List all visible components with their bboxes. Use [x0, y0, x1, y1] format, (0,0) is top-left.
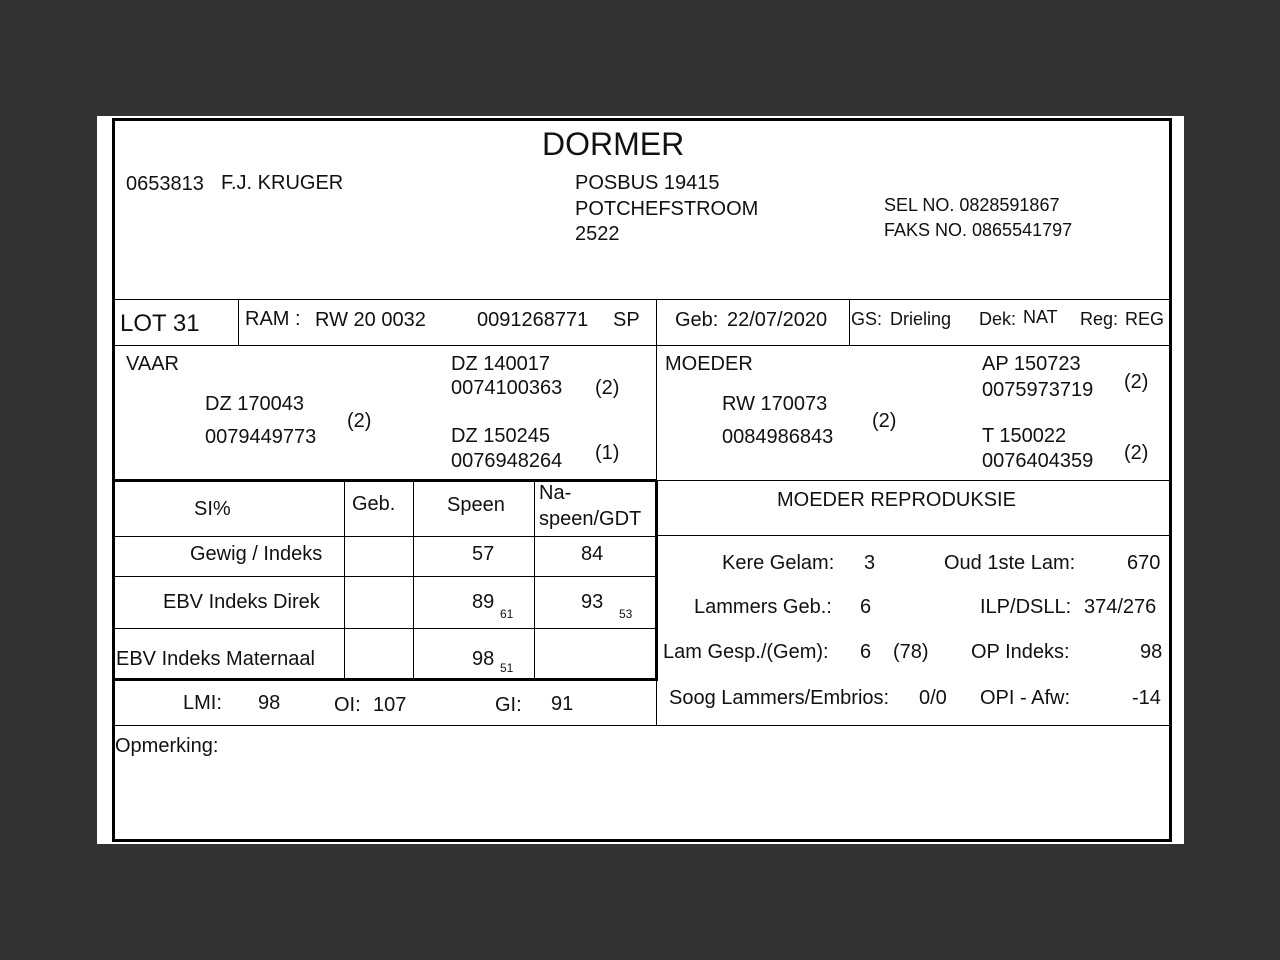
speen-header: Speen [447, 494, 505, 516]
kere-gelam-value: 3 [864, 552, 876, 574]
soog-lammers-value: 0/0 [919, 687, 947, 709]
maternaal-speen-value: 98 [472, 648, 495, 670]
sel-no: SEL NO. 0828591867 [884, 195, 1060, 215]
direk-naspeen-accuracy: 53 [619, 607, 633, 621]
op-indeks-label: OP Indeks: [971, 641, 1070, 663]
gi-label: GI: [495, 694, 522, 716]
gi-value: 91 [551, 693, 574, 715]
moeder-dam-grade: (2) [1124, 442, 1149, 464]
gewig-naspeen-value: 84 [581, 543, 604, 565]
ram-id: RW 20 0032 [315, 309, 426, 331]
vaar-grade: (2) [347, 410, 372, 432]
lot-number: LOT 31 [120, 310, 200, 337]
moeder-sire-grade: (2) [1124, 371, 1149, 393]
lammers-geb-value: 6 [860, 596, 872, 618]
vaar-dam-number: 0076948264 [451, 450, 563, 472]
moeder-sire-id: AP 150723 [982, 353, 1081, 375]
gewig-speen-value: 57 [472, 543, 495, 565]
ram-label: RAM : [245, 308, 301, 330]
moeder-sire-number: 0075973719 [982, 379, 1094, 401]
birth-date: 22/07/2020 [727, 309, 828, 331]
reg-label: Reg: [1080, 309, 1119, 329]
lmi-value: 98 [258, 692, 281, 714]
ram-reg-number: 0091268771 [477, 309, 589, 331]
gs-label: GS: [851, 309, 883, 329]
soog-lammers-label: Soog Lammers/Embrios: [669, 687, 890, 709]
address-line-3: 2522 [575, 223, 620, 245]
birth-label: Geb: [675, 309, 719, 331]
lmi-label: LMI: [183, 692, 222, 714]
oi-label: OI: [334, 694, 361, 716]
moeder-grade: (2) [872, 410, 897, 432]
reg-value: REG [1125, 309, 1165, 329]
vaar-dam-grade: (1) [595, 442, 620, 464]
vaar-sire-number: 0074100363 [451, 377, 563, 399]
row-label-ebv-direk: EBV Indeks Direk [163, 591, 320, 613]
address-line-2: POTCHEFSTROOM [575, 198, 759, 220]
geb-header: Geb. [352, 493, 396, 515]
reproduction-title: MOEDER REPRODUKSIE [777, 489, 1016, 511]
opi-afw-value: -14 [1132, 687, 1161, 709]
dek-label: Dek: [979, 309, 1017, 329]
row-label-ebv-maternaal: EBV Indeks Maternaal [116, 648, 315, 670]
lammers-geb-label: Lammers Geb.: [694, 596, 832, 618]
lam-gesp-label: Lam Gesp./(Gem): [663, 641, 829, 663]
row-label-gewig: Gewig / Indeks [190, 543, 323, 565]
moeder-number: 0084986843 [722, 426, 834, 448]
oud-1ste-lam-value: 670 [1127, 552, 1161, 574]
maternaal-speen-accuracy: 51 [500, 661, 514, 675]
lam-gesp-gem: (78) [893, 641, 929, 663]
oi-value: 107 [373, 694, 407, 716]
moeder-dam-id: T 150022 [982, 425, 1067, 447]
owner-id: 0653813 [126, 173, 204, 195]
opi-afw-label: OPI - Afw: [980, 687, 1071, 709]
remarks-label: Opmerking: [115, 735, 219, 757]
ilp-dsll-value: 374/276 [1084, 596, 1157, 618]
ram-grade: SP [613, 309, 640, 331]
direk-naspeen-value: 93 [581, 591, 604, 613]
vaar-number: 0079449773 [205, 426, 317, 448]
ilp-dsll-label: ILP/DSLL: [980, 596, 1072, 618]
vaar-sire-id: DZ 140017 [451, 353, 550, 375]
moeder-label: MOEDER [665, 353, 753, 375]
vaar-id: DZ 170043 [205, 393, 304, 415]
faks-no: FAKS NO. 0865541797 [884, 220, 1073, 240]
gs-value: Drieling [890, 309, 952, 329]
moeder-id: RW 170073 [722, 393, 828, 415]
naspeen-header-line2: speen/GDT [539, 508, 642, 530]
kere-gelam-label: Kere Gelam: [722, 552, 835, 574]
op-indeks-value: 98 [1140, 641, 1163, 663]
address-line-1: POSBUS 19415 [575, 172, 720, 194]
vaar-dam-id: DZ 150245 [451, 425, 550, 447]
lam-gesp-value: 6 [860, 641, 872, 663]
dek-value: NAT [1023, 307, 1058, 327]
oud-1ste-lam-label: Oud 1ste Lam: [944, 552, 1076, 574]
owner-name: F.J. KRUGER [221, 172, 344, 194]
direk-speen-accuracy: 61 [500, 607, 514, 621]
si-header: SI% [194, 498, 231, 520]
naspeen-header-line1: Na- [539, 482, 572, 504]
catalog-card [97, 116, 1184, 844]
direk-speen-value: 89 [472, 591, 495, 613]
breed-title: DORMER [542, 126, 685, 162]
moeder-dam-number: 0076404359 [982, 450, 1094, 472]
vaar-label: VAAR [126, 353, 179, 375]
vaar-sire-grade: (2) [595, 377, 620, 399]
